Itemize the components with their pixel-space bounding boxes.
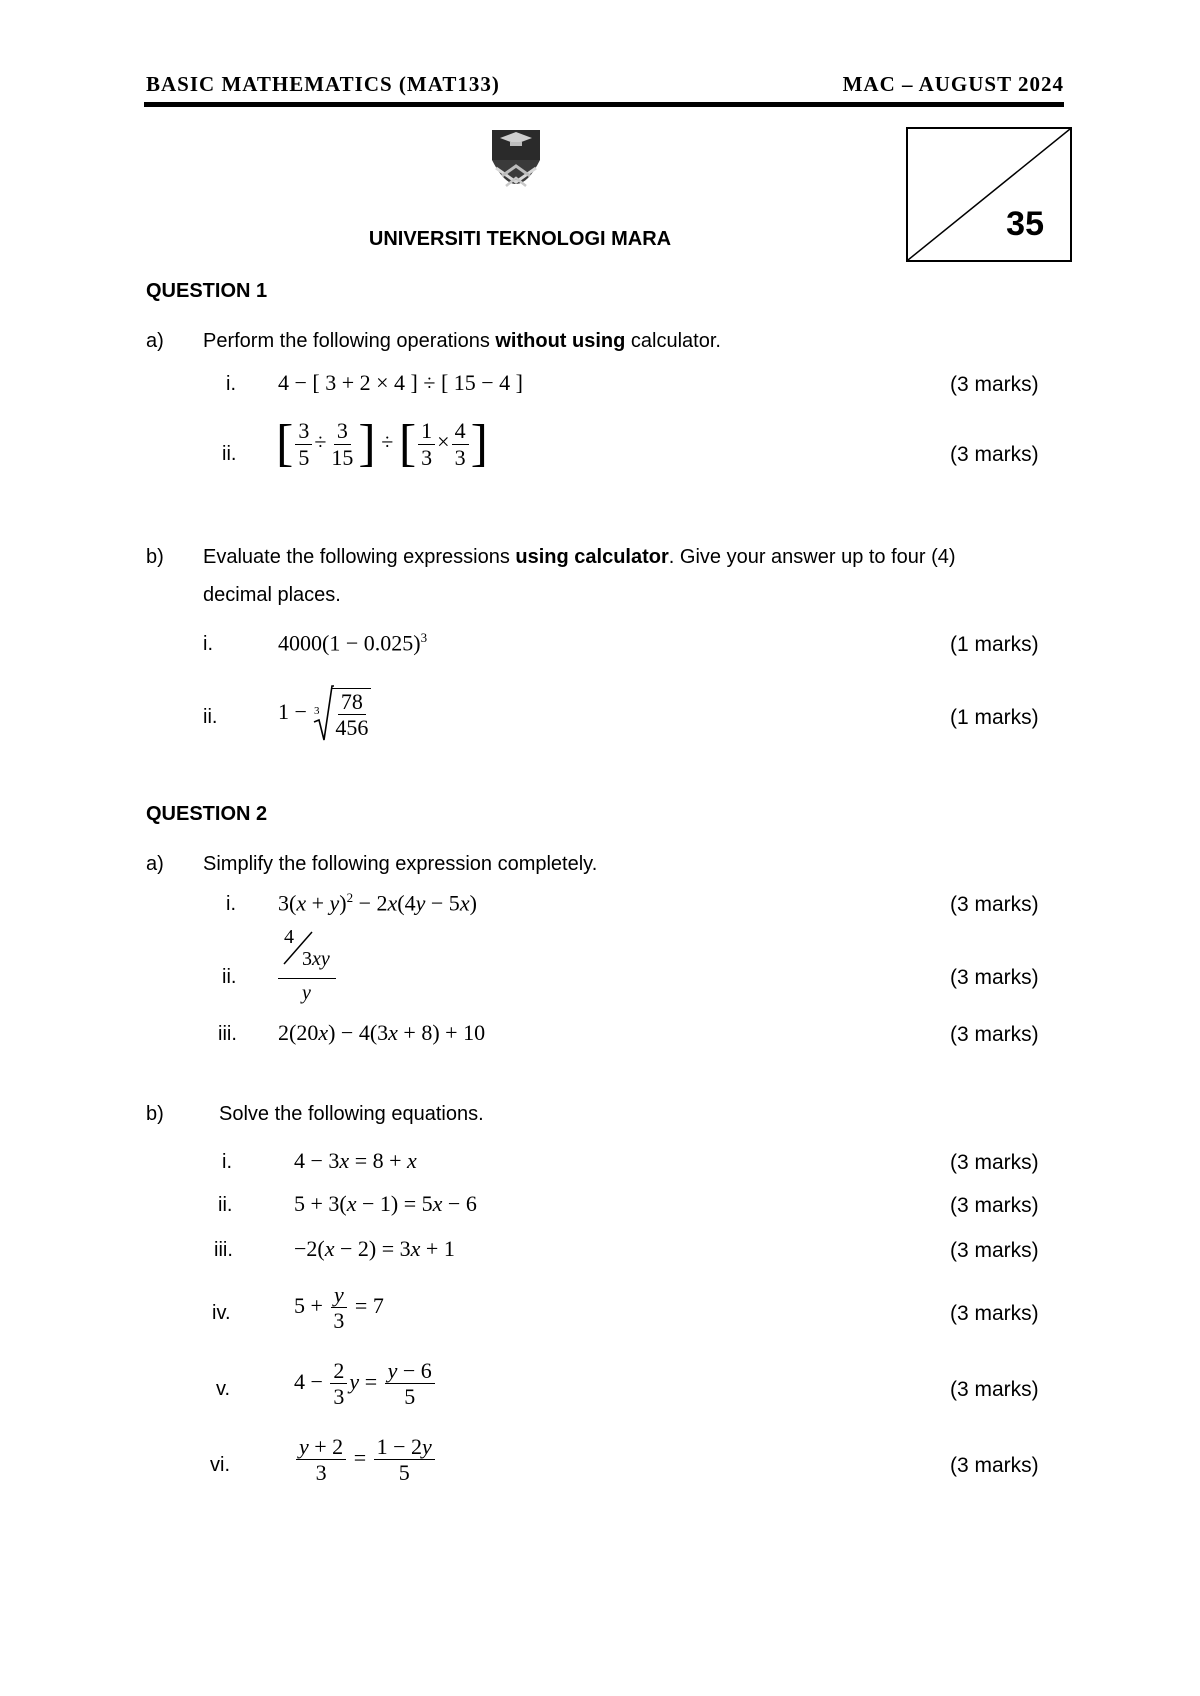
- svg-text:3: 3: [314, 705, 320, 717]
- q1-part-b-instruction: Evaluate the following expressions using calculator. Give your answer up to four (4): [203, 546, 956, 568]
- q2a-item-2-number: ii.: [222, 966, 237, 988]
- q1a-item-2-number: ii.: [222, 443, 237, 465]
- q2a-item-3-expression: 2(20x) − 4(3x + 8) + 10: [278, 1020, 486, 1045]
- q2a-item-2-marks: (3 marks): [950, 966, 1039, 989]
- q2b-item-3-number: iii.: [214, 1239, 233, 1261]
- q1b-item-2-marks: (1 marks): [950, 706, 1039, 729]
- q2a-item-1-expression: $3(x + y)^2 - 2x(4y - 5x)$: [278, 890, 477, 916]
- score-value: 35: [1006, 205, 1044, 243]
- q2b-item-1-marks: (3 marks): [950, 1151, 1039, 1174]
- q2b-item-1-number: i.: [222, 1151, 232, 1173]
- q2-part-b-instruction: Solve the following equations.: [219, 1103, 484, 1125]
- q2b-item-6-number: vi.: [210, 1454, 230, 1476]
- q1a-item-1-number: i.: [226, 373, 236, 395]
- q2b-item-5-marks: (3 marks): [950, 1378, 1039, 1401]
- question-1-title: QUESTION 1: [146, 280, 268, 302]
- q1b-item-1-expression: $4000(1 - 0.025)^3$: [278, 630, 428, 656]
- q2-part-a-instruction: Simplify the following expression completely.: [203, 853, 598, 875]
- q1a-item-2-expression: [ $\frac{3}{5}$ ÷ $\frac{3}{15}$ ] ÷ [ $\frac{1}{3}$ × $\frac{4}{3}$ ]: [276, 415, 488, 472]
- q2-part-a-label: a): [146, 853, 164, 875]
- header-rule: [144, 102, 1064, 107]
- q2b-item-2-expression: 5 + 3(x − 1) = 5x − 6: [294, 1191, 477, 1216]
- score-box-diagonal: [908, 129, 1070, 260]
- q1-part-b-label: b): [146, 546, 164, 568]
- q2b-item-5-expression: 4 − $\frac{2}{3}$ y = $\frac{y - 6}{5}$: [294, 1358, 437, 1410]
- q2b-item-3-expression: −2(x − 2) = 3x + 1: [294, 1236, 455, 1261]
- question-2-title: QUESTION 2: [146, 803, 268, 825]
- q2b-item-5-number: v.: [216, 1378, 231, 1400]
- cube-root-sign: [312, 684, 334, 744]
- q2b-item-2-marks: (3 marks): [950, 1194, 1039, 1217]
- q2a-item-1-number: i.: [226, 893, 236, 915]
- q2-part-b-label: b): [146, 1103, 164, 1125]
- q2a-item-2-expression: 4 3xy y: [278, 926, 348, 1006]
- q2b-item-4-expression: 5 + $\frac{y}{3}$ = 7: [294, 1282, 384, 1334]
- q1b-item-2-number: ii.: [203, 706, 218, 728]
- q2b-item-6-expression: $\frac{y + 2}{3}$ = $\frac{1 - 2y}{5}$: [294, 1434, 437, 1486]
- q1a-item-1-expression: 4 − [ 3 + 2 × 4 ] ÷ [ 15 − 4 ]: [278, 370, 524, 395]
- q1b-item-2-expression: 1 − 3 $\frac{78}{456}$: [278, 684, 373, 744]
- q1a-item-2-marks: (3 marks): [950, 443, 1039, 466]
- q2b-item-1-expression: 4 − 3x = 8 + x: [294, 1148, 417, 1173]
- q1-part-a-label: a): [146, 330, 164, 352]
- q2a-item-3-number: iii.: [218, 1023, 237, 1045]
- q2b-item-4-number: iv.: [212, 1302, 231, 1324]
- q1b-item-1-number: i.: [203, 633, 213, 655]
- q1b-item-1-marks: (1 marks): [950, 633, 1039, 656]
- header-course: BASIC MATHEMATICS (MAT133): [146, 72, 500, 96]
- q2a-item-1-marks: (3 marks): [950, 893, 1039, 916]
- university-name: UNIVERSITI TEKNOLOGI MARA: [368, 228, 672, 250]
- header-session: MAC – AUGUST 2024: [842, 72, 1064, 96]
- q2b-item-3-marks: (3 marks): [950, 1239, 1039, 1262]
- q1a-item-1-marks: (3 marks): [950, 373, 1039, 396]
- q1-part-a-instruction: Perform the following operations without using calculator.: [203, 330, 721, 352]
- score-box: [906, 127, 1072, 262]
- q2b-item-2-number: ii.: [218, 1194, 233, 1216]
- q2b-item-4-marks: (3 marks): [950, 1302, 1039, 1325]
- uitm-logo: [488, 128, 544, 200]
- q2a-item-3-marks: (3 marks): [950, 1023, 1039, 1046]
- q2b-item-6-marks: (3 marks): [950, 1454, 1039, 1477]
- q1-part-b-instruction-line2: decimal places.: [203, 584, 341, 606]
